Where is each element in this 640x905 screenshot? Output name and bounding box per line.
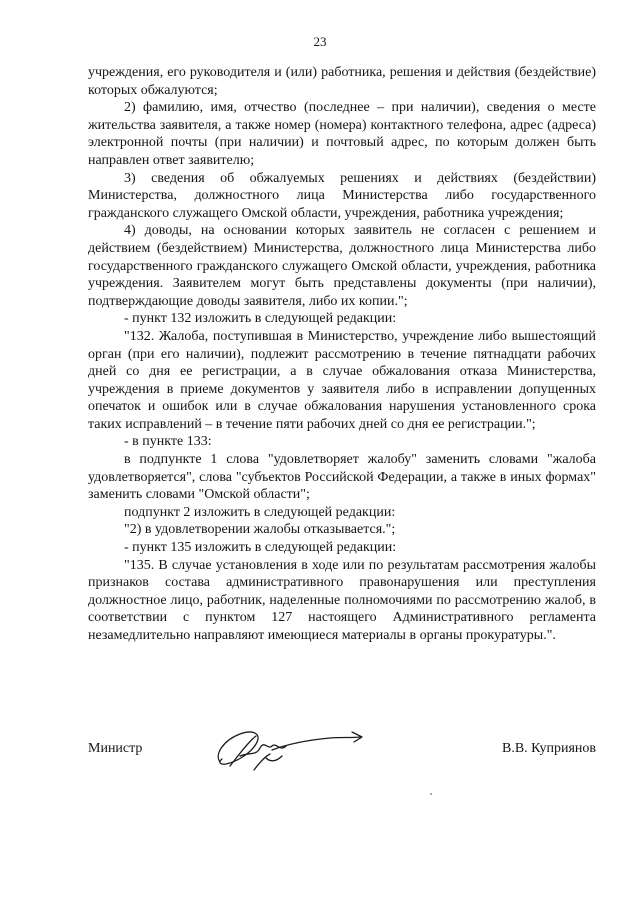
paragraph-clause-135: "135. В случае установления в ходе или по результатам рассмотрения жалобы признаков состава административного правонарушения или преступления должностное лицо, работник, наделенные полномочиями по рассмотрению жалоб, в соответствии с пунктом 127 настоящего Административного регламента незамедлительно направляют имеющиеся материалы в органы прокуратуры.". [88,557,596,643]
paragraph-continuation: учреждения, его руководителя и (или) работника, решения и действия (бездействие) которых обжалуются; [88,65,596,98]
paragraph-instruction-135: - пункт 135 изложить в следующей редакции: [124,540,397,556]
paragraph-instruction-132: - пункт 132 изложить в следующей редакции: [124,311,397,327]
paragraph-instruction-133: - в пункте 133: [124,434,212,450]
signatory-title: Министр [88,741,143,756]
signatory-name: В.В. Куприянов [502,741,596,756]
scan-speck [430,793,432,795]
paragraph-item-3: 3) сведения об обжалуемых решениях и действиях (бездействии) Министерства, должностного лица Министерства либо государственного гражданского служащего Омской области, учреждения, работника учреждения; [88,170,596,221]
paragraph-clause-132: "132. Жалоба, поступившая в Министерство, учреждение либо вышестоящий орган (при его наличии), подлежит рассмотрению в течение пятнадцати рабочих дней со дня ее регистрации, а в случае обжалования отказа Министерства, учреждения в приеме документов у заявителя либо в исправлении допущенных опечаток и ошибок или в случае обжалования нарушения установленного срока таких исправлений – в течение пяти рабочих дней со дня ее регистрации."; [88,328,596,432]
page-number: 23 [313,34,327,49]
signature-block [88,726,596,776]
paragraph-subclause-1: в подпункте 1 слова "удовлетворяет жалобу" заменить словами "жалоба удовлетворяется", слова "субъектов Российской Федерации, а также в иных формах" заменить словами "Омской области"; [88,452,596,503]
paragraph-instruction-subclause-2: подпункт 2 изложить в следующей редакции: [124,504,396,520]
paragraph-item-2: 2) фамилию, имя, отчество (последнее – при наличии), сведения о месте жительства заявителя, а также номер (номера) контактного телефона, адрес (адреса) электронной почты (при наличии) и почтовый адрес, по которым должен быть направлен ответ заявителю; [88,100,596,168]
paragraph-item-4: 4) доводы, на основании которых заявитель не согласен с решением и действием (бездействием) Министерства, должностного лица Министерства либо государственного гражданского служащего Омской области, учреждения, работника учреждения. Заявителем могут быть представлены документы (при наличии), подтверждающие доводы заявителя, либо их копии."; [88,223,596,309]
document-body [88,64,596,645]
handwritten-signature [210,726,370,776]
paragraph-subclause-2: "2) в удовлетворении жалобы отказывается."; [124,522,396,538]
